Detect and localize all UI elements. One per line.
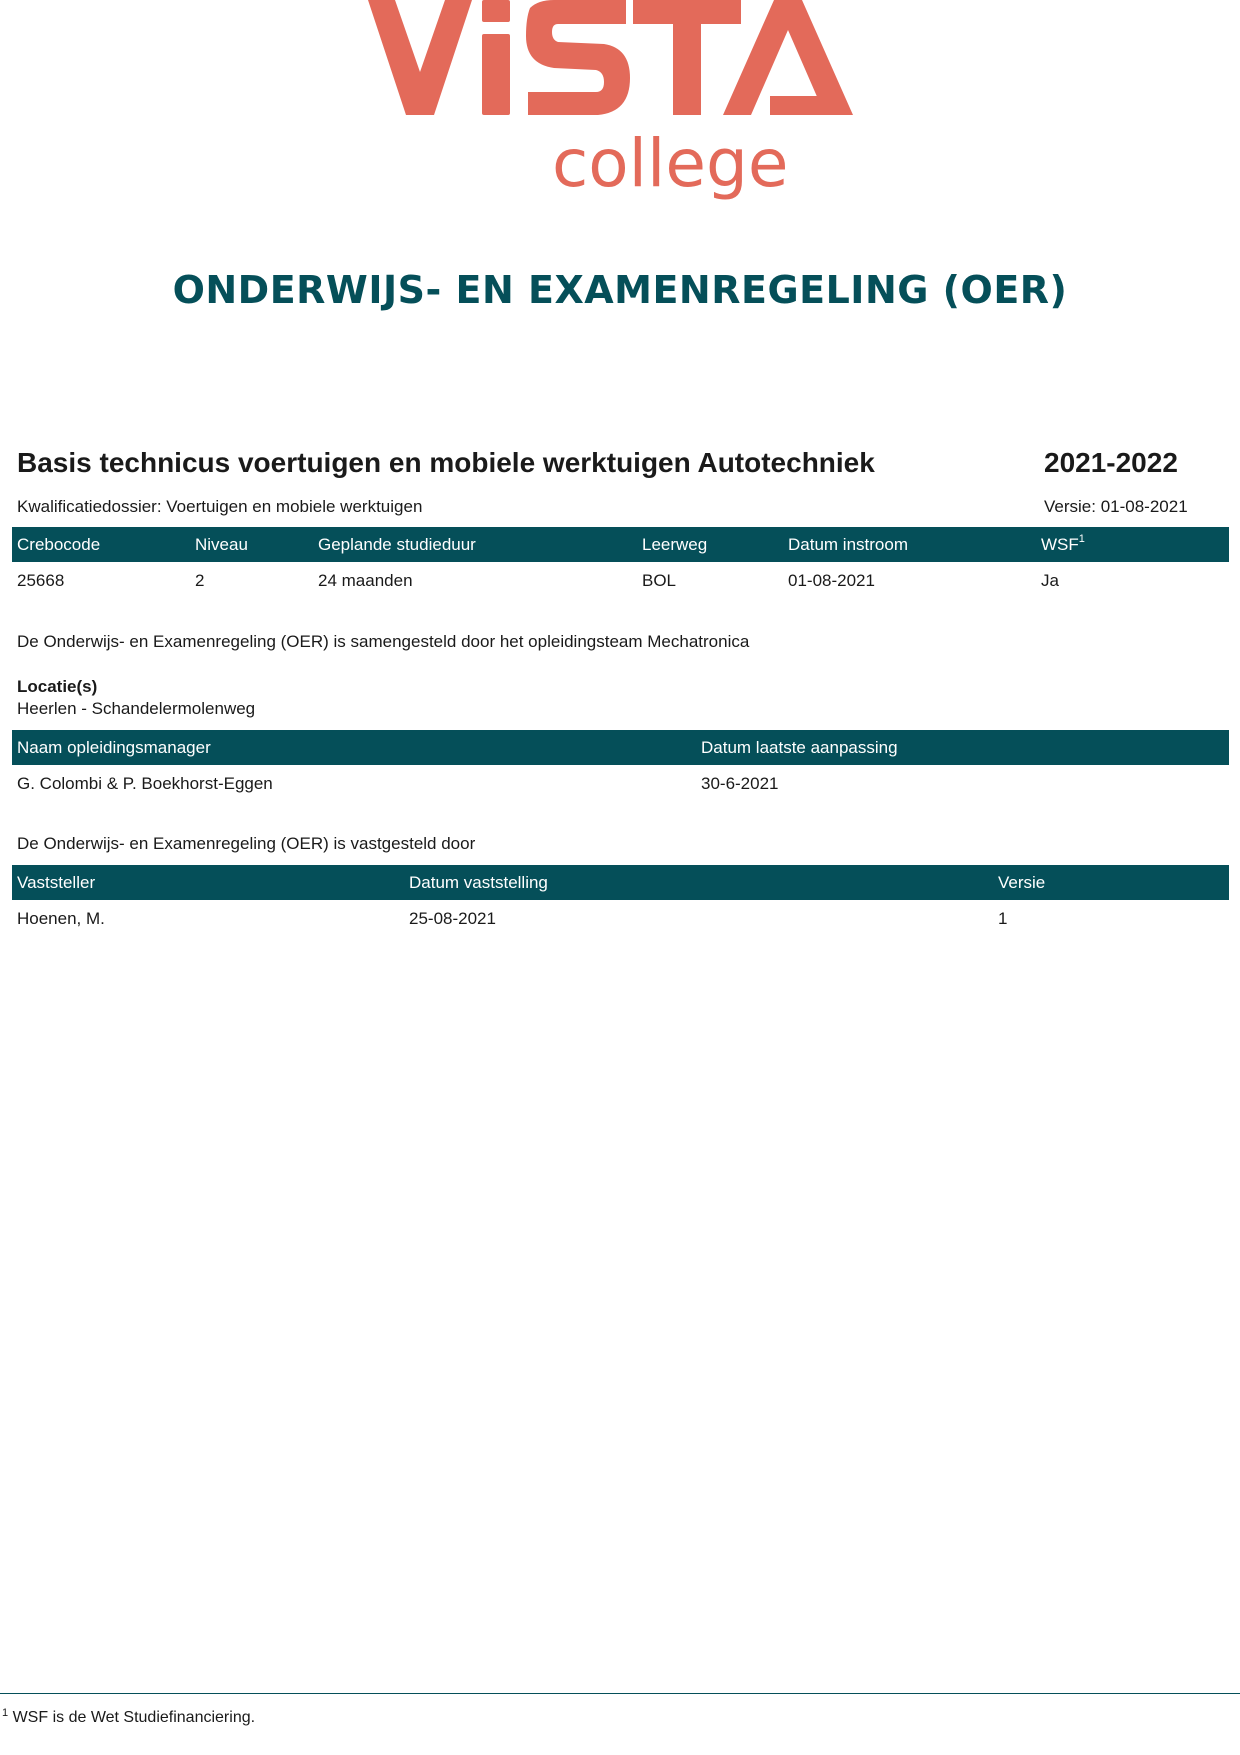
location-value: Heerlen - Schandelermolenweg [17,699,256,718]
cell-wsf: Ja [1041,571,1059,590]
header-datum-vaststelling: Datum vaststelling [409,873,548,892]
cell-last-change: 30-6-2021 [701,774,779,793]
establishment-table [12,865,1229,937]
academic-year: 2021-2022 [1044,447,1178,478]
footnote-divider [0,1693,1240,1694]
course-title: Basis technicus voertuigen en mobiele werktuigen Autotechniek [17,447,875,478]
header-wsf [1041,527,1085,562]
cell-leerweg: BOL [642,571,677,590]
version-date: Versie: 01-08-2021 [1044,497,1188,516]
vista-college-logo [368,0,872,210]
established-sentence: De Onderwijs- en Examenregeling (OER) is vastgesteld door [17,834,476,853]
header-last-change: Datum laatste aanpassing [701,738,898,757]
location-label: Locatie(s) [17,677,98,696]
cell-versie: 1 [998,909,1008,928]
table-header [12,865,1229,900]
header-versie: Versie [998,873,1046,892]
header-manager: Naam opleidingsmanager [17,738,211,757]
footnote-mark: 1 [2,1707,9,1719]
cell-crebocode: 25668 [17,571,65,590]
header-studieduur: Geplande studieduur [318,535,476,554]
cell-niveau: 2 [195,571,205,590]
cell-manager: G. Colombi & P. Boekhorst-Eggen [17,774,273,793]
cell-datum-vaststelling: 25-08-2021 [409,909,496,928]
table-row [12,765,1229,802]
manager-table [12,730,1229,802]
team-sentence: De Onderwijs- en Examenregeling (OER) is samengesteld door het opleidingsteam Mechatronica [17,632,750,651]
header-niveau: Niveau [195,535,248,554]
cell-vaststeller: Hoenen, M. [17,909,105,928]
table-row [12,900,1229,937]
footnote [2,1709,255,1727]
cell-studieduur: 24 maanden [318,571,413,590]
kwalificatiedossier: Kwalificatiedossier: Voertuigen en mobiele werktuigen [17,497,423,516]
header-vaststeller: Vaststeller [17,873,96,892]
cell-datum-instroom: 01-08-2021 [788,571,875,590]
wsf-footnote-mark: 1 [1078,533,1085,545]
table-header [12,730,1229,765]
header-crebocode: Crebocode [17,535,101,554]
header-datum-instroom: Datum instroom [788,535,908,554]
table-header [12,527,1229,562]
logo-graphic [368,0,872,210]
table-row [12,562,1229,599]
course-info-table [12,527,1229,599]
footnote-text: WSF is de Wet Studiefinanciering. [12,1709,256,1726]
header-leerweg: Leerweg [642,535,708,554]
header-wsf-label: WSF [1041,535,1079,554]
logo-college-text: college [552,125,789,202]
document-title: ONDERWIJS- EN EXAMENREGELING (OER) [172,268,1068,312]
